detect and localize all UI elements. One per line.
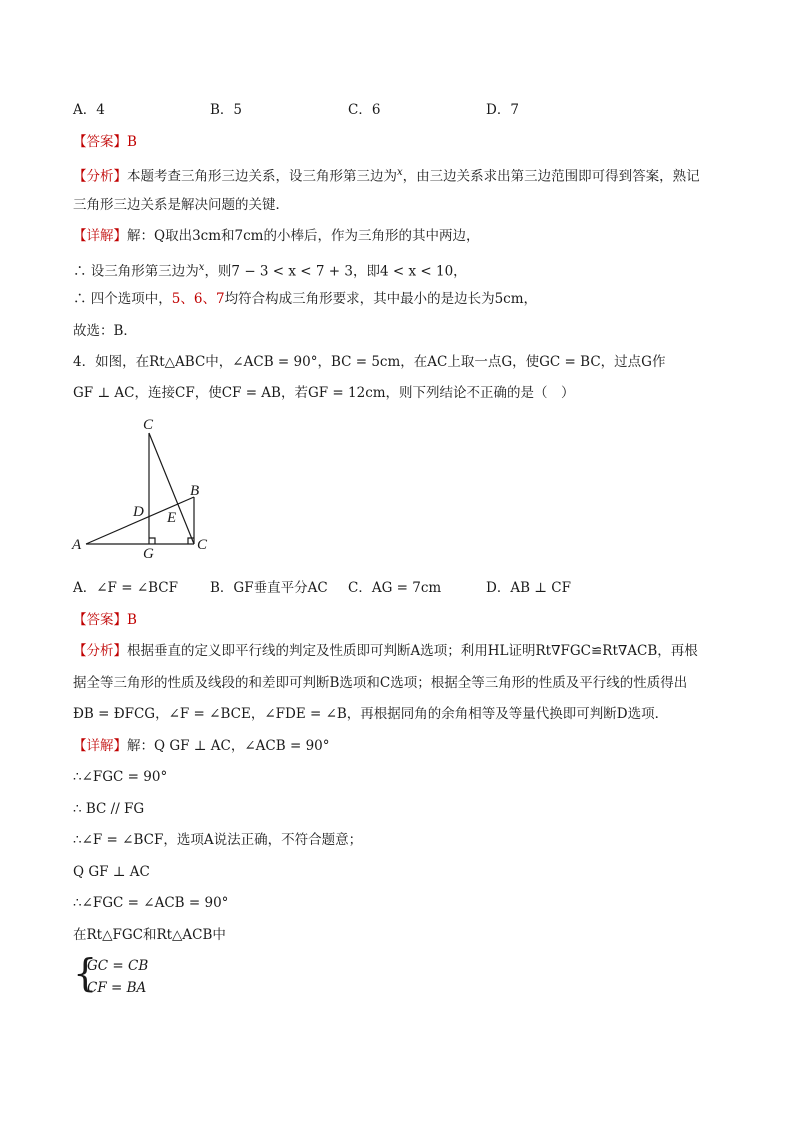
label-b: B xyxy=(190,483,200,499)
q4-options xyxy=(73,578,571,598)
q4-answer xyxy=(73,610,137,630)
q3-detail-line-3: ∴ 四个选项中，5、6、7均符合构成三角形要求，其中最小的是边长为5cm， xyxy=(73,291,538,307)
answer-value: B xyxy=(127,134,137,150)
q3-option-d: D．7 xyxy=(486,102,519,118)
q4-stem-line-2: GF ⊥ AC，连接CF，使CF = AB，若GF = 12cm，则下列结论不正确的是（ ） xyxy=(73,385,575,401)
q4-option-d: D．AB ⊥ CF xyxy=(486,580,571,596)
q4-option-c: C．AG = 7cm xyxy=(348,580,442,596)
equation-2: CF = BA xyxy=(87,980,147,996)
q3-detail-line-4: 故选：B． xyxy=(73,323,137,339)
q3-option-a: A．4 xyxy=(73,102,105,118)
answer-value: B xyxy=(127,612,137,628)
q4-analysis-line-1: 【分析】根据垂直的定义即平行线的判定及性质即可判断A选项；利用HL证明Rt∇FGC≌Rt∇ACB，再根 xyxy=(73,643,698,659)
detail-tag: 【详解】 xyxy=(73,228,127,244)
label-g: G xyxy=(143,546,154,562)
analysis-tag: 【分析】 xyxy=(73,643,127,659)
q3-analysis-line-2: 三角形三边关系是解决问题的关键． xyxy=(73,197,289,213)
q4-detail-line-6: ∴∠FGC = ∠ACB = 90° xyxy=(73,895,229,911)
q3-analysis-line-1: 【分析】本题考查三角形三边关系，设三角形第三边为$^x$，由三边关系求出第三边范围即可得到答案，熟记 xyxy=(73,167,700,185)
q4-stem-line-1: 4．如图，在Rt△ABC中，∠ACB = 90°，BC = 5cm，在AC上取一点G，使GC = BC，过点G作 xyxy=(73,354,666,370)
q4-detail-line-4: ∴∠F = ∠BCF，选项A说法正确，不符合题意； xyxy=(73,832,363,848)
q4-detail-line-7: 在Rt△FGC和Rt△ACB中 xyxy=(73,927,226,943)
q3-option-b: B．5 xyxy=(210,102,243,118)
q4-analysis-line-2: 据全等三角形的性质及线段的和差即可判断B选项和C选项；根据全等三角形的性质及平行线的性质得出 xyxy=(73,675,688,691)
label-a: A xyxy=(72,537,82,553)
q3-detail-line-1: 【详解】解：Q取出3cm和7cm的小棒后，作为三角形的其中两边， xyxy=(73,228,480,244)
q3-detail-line-2: ∴ 设三角形第三边为$^x$，则7 − 3 < x < 7 + 3，即4 < x < 10， xyxy=(73,262,467,280)
brace: { xyxy=(73,951,98,995)
detail-tag: 【详解】 xyxy=(73,738,127,754)
label-c-bottom: C xyxy=(197,537,208,553)
q4-detail-line-5: Q GF ⊥ AC xyxy=(73,864,150,880)
analysis-tag: 【分析】 xyxy=(73,168,127,185)
q4-option-b: B．GF垂直平分AC xyxy=(210,580,328,596)
equation-1: GC = CB xyxy=(87,958,149,974)
label-e: E xyxy=(167,510,177,526)
q4-option-a: A．∠F = ∠BCF xyxy=(73,580,179,596)
q4-analysis-line-3: ÐB = ÐFCG，∠F = ∠BCE，∠FDE = ∠B，再根据同角的余角相等及等量代换即可判断D选项． xyxy=(73,706,669,722)
answer-tag: 【答案】 xyxy=(73,612,127,628)
q4-detail-line-3: ∴ BC // FG xyxy=(73,801,145,817)
q4-detail-line-2: ∴∠FGC = 90° xyxy=(73,769,168,785)
q3-option-c: C．6 xyxy=(348,102,381,118)
label-c-top: C xyxy=(143,417,154,433)
answer-tag: 【答案】 xyxy=(73,134,127,150)
label-d: D xyxy=(133,504,144,520)
q4-detail-line-1: 【详解】解：Q GF ⊥ AC，∠ACB = 90° xyxy=(73,738,330,754)
